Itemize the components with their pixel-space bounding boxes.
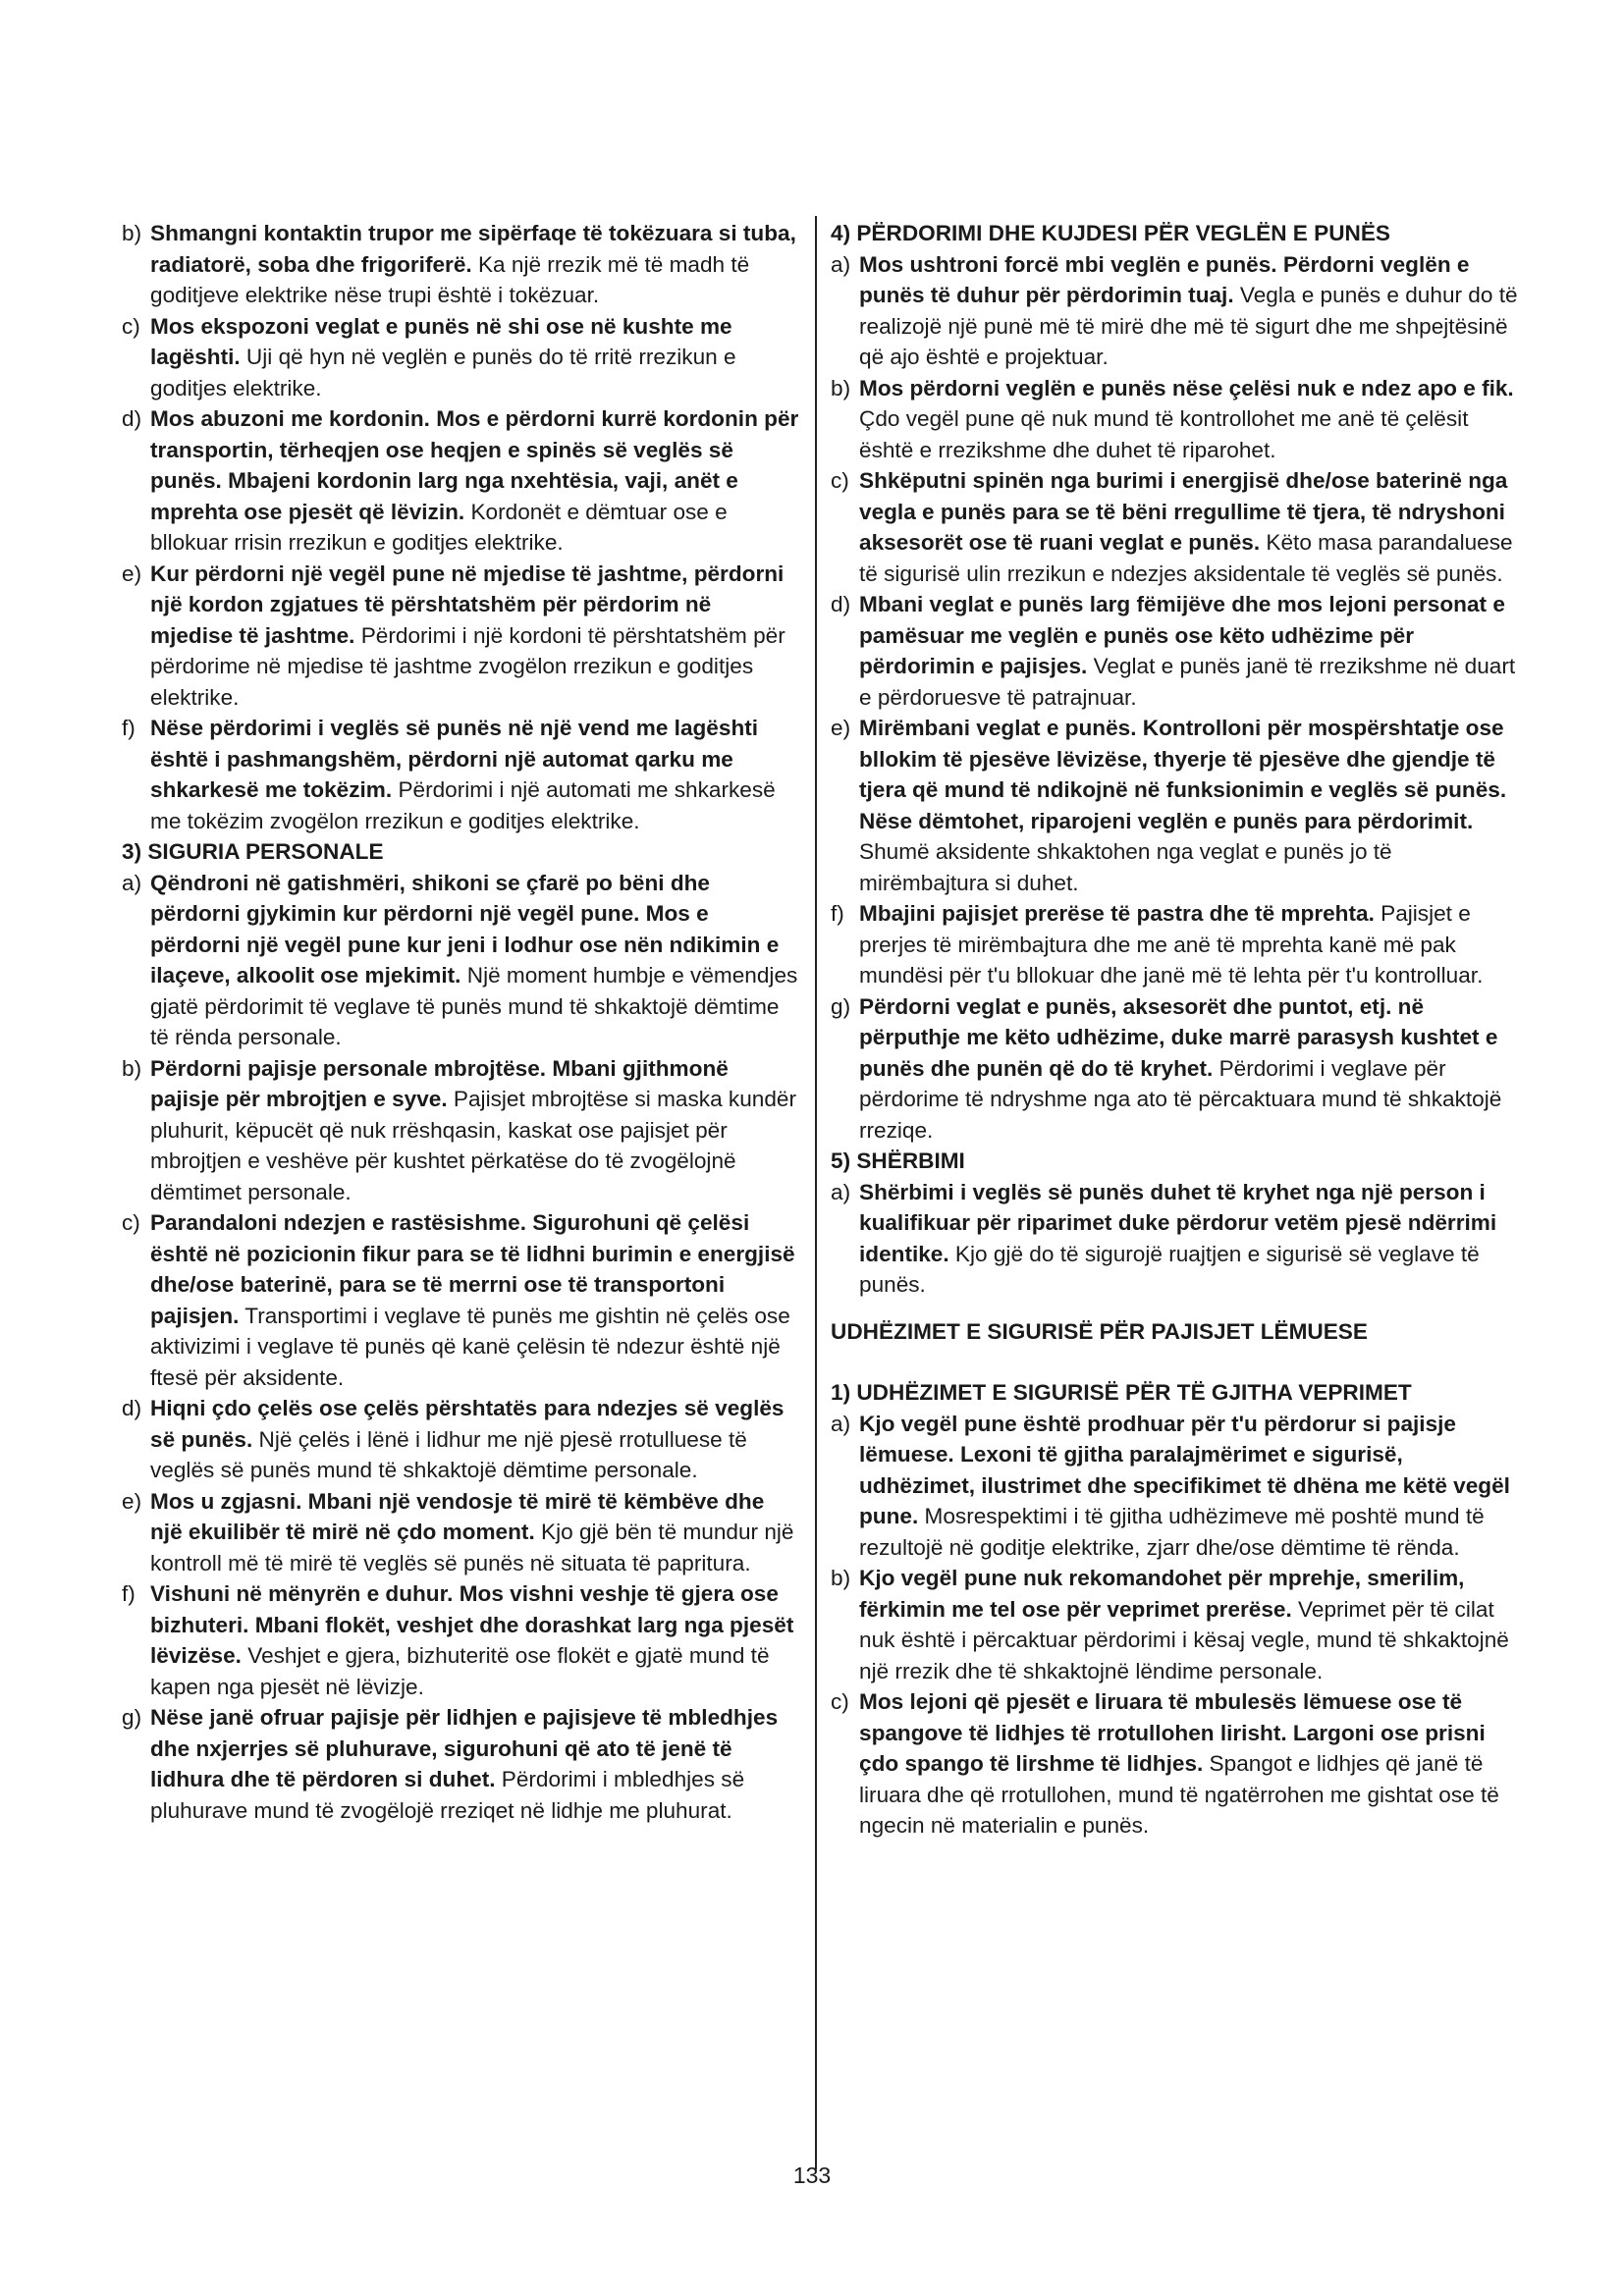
list-marker: c) xyxy=(831,468,849,493)
section-heading: 5) SHËRBIMI xyxy=(831,1148,965,1173)
list-marker: a) xyxy=(831,1411,851,1436)
instruction-text: Përdorimi i mbledhjes së pluhurave mund të zvogëlojë rreziqet në lidhje me pluhurat. xyxy=(150,1767,745,1823)
instruction-text: Veprimet për të cilat nuk është i përcaktuar përdorimi i kësaj vegle, mund të shkaktojnë një rrezik dhe të shkaktojnë lëndime personale. xyxy=(859,1596,1509,1683)
instruction-bold: Parandaloni ndezjen e rastësishme. Sigurohuni që çelësi është në pozicionin fikur para se të lidhni burimin e energjisë dhe/ose baterinë, para se të merrni ose të transportoni pajisjen. xyxy=(150,1210,795,1328)
instruction-text: Uji që hyn në veglën e punës do të rritë rrezikun e goditjes elektrike. xyxy=(150,345,736,400)
section-heading: UDHËZIMET E SIGURISË PËR PAJISJET LËMUESE xyxy=(831,1318,1368,1344)
right-column xyxy=(831,218,1518,1842)
list-marker: f) xyxy=(122,716,135,740)
list-item xyxy=(831,373,1518,466)
instruction-text: Vegla e punës e duhur do të realizojë një punë më të mirë dhe më të sigurt dhe me shpejtësinë që ajo është e projektuar. xyxy=(859,283,1518,369)
column-divider xyxy=(815,216,817,2169)
instruction-bold: Nëse janë ofruar pajisje për lidhjen e pajisjeve të mbledhjes dhe nxjerrjes së pluhurave, sigurohuni që ato të jenë të lidhura dhe të përdoren si duhet. xyxy=(150,1705,779,1791)
instruction-text: Një moment humbje e vëmendjes gjatë përdorimit të veglave të punës mund të shkaktojë dëmtime të rënda personale. xyxy=(150,963,798,1049)
section-heading: 1) UDHËZIMET E SIGURISË PËR TË GJITHA VEPRIMET xyxy=(831,1380,1412,1405)
section-heading: 3) SIGURIA PERSONALE xyxy=(122,839,384,864)
list-marker: b) xyxy=(122,221,142,245)
list-marker: b) xyxy=(122,1055,142,1081)
instruction-bold: Kur përdorni një vegël pune në mjedise të jashtme, përdorni një kordon zgjatues të përshtatshëm për përdorim në mjedise të jashtme. xyxy=(150,561,785,648)
list-item xyxy=(831,898,1518,991)
list-item xyxy=(831,589,1518,713)
instruction-text: Përdorimi i veglave për përdorime të ndryshme nga ato të përcaktuara mund të shkaktojë rreziqe. xyxy=(859,1055,1502,1143)
list-marker: g) xyxy=(122,1705,142,1730)
instruction-bold: Shërbimi i veglës së punës duhet të kryhet nga një person i kualifikuar për riparimet duke përdorur vetëm pjesë ndërrimi identike. xyxy=(859,1179,1497,1266)
list-marker: d) xyxy=(831,592,851,616)
spacer xyxy=(831,1301,1518,1316)
instruction-bold: Mirëmbani veglat e punës. Kontrolloni për mospërshtatje ose bllokim të pjesëve lëvizëse, thyerje të pjesëve dhe gjendje të tjera që mund të ndikojnë në funksionimin e veglës së punës. Nëse dëmtohet, riparojeni veglën e punës para përdorimit. xyxy=(859,716,1507,833)
instruction-bold: Vishuni në mënyrën e duhur. Mos vishni veshje të gjera ose bizhuteri. Mbani flokët, veshjet dhe dorashkat larg nga pjesët lëvizëse. xyxy=(150,1581,794,1668)
list-marker: f) xyxy=(831,901,844,926)
instruction-bold: Mos u zgjasni. Mbani një vendosje të mirë të këmbëve dhe një ekuilibër të mirë në çdo moment. xyxy=(150,1488,765,1544)
list-marker: d) xyxy=(122,406,142,431)
list-item xyxy=(831,1686,1518,1842)
section-heading: 4) PËRDORIMI DHE KUJDESI PËR VEGLËN E PUNËS xyxy=(831,221,1390,245)
list-item xyxy=(122,403,799,559)
list-marker: b) xyxy=(831,375,851,400)
instruction-bold: Përdorni pajisje personale mbrojtëse. Mbani gjithmonë pajisje për mbrojtjen e syve. xyxy=(150,1055,729,1111)
instruction-bold: Qëndroni në gatishmëri, shikoni se çfarë po bëni dhe përdorni gjykimin kur përdorni një vegël pune. Mos e përdorni një vegël pune kur jeni i lodhur ose nën ndikimin e ilaçeve, alkoolit ose mjekimit. xyxy=(150,870,780,988)
spacer xyxy=(831,1347,1518,1377)
list-item xyxy=(831,991,1518,1147)
instruction-text: Çdo vegël pune që nuk mund të kontrollohet me anë të çelësit është e rrezikshme dhe duhet të riparohet. xyxy=(859,406,1469,462)
instruction-bold: Nëse përdorimi i veglës së punës në një vend me lagështi është i pashmangshëm, përdorni një automat qarku me shkarkesë me tokëzim. xyxy=(150,716,759,802)
list-item xyxy=(122,1053,799,1208)
instruction-bold: Kjo vegël pune nuk rekomandohet për mprehje, smerilim, fërkimin me tel ose për veprimet prerëse. xyxy=(859,1566,1465,1622)
list-marker: g) xyxy=(831,993,851,1019)
list-item xyxy=(122,1207,799,1393)
list-item xyxy=(831,713,1518,898)
list-item xyxy=(831,1563,1518,1686)
instruction-bold: Mos përdorni veglën e punës nëse çelësi nuk e ndez apo e fik. xyxy=(859,375,1514,400)
list-marker: b) xyxy=(831,1566,851,1590)
list-item xyxy=(122,1578,799,1702)
instruction-text: Veglat e punës janë të rrezikshme në duart e përdoruesve të patrajnuar. xyxy=(859,654,1516,710)
list-marker: d) xyxy=(122,1396,142,1420)
list-marker: c) xyxy=(122,1210,140,1235)
instruction-text: Spangot e lidhjes që janë të liruara dhe që rrotullohen, mund të ngatërrohen me gishtat ose të ngecin në materialin e punës. xyxy=(859,1751,1499,1838)
instruction-bold: Shmangni kontaktin trupor me sipërfaqe të tokëzuara si tuba, radiatorë, soba dhe frigoriferë. xyxy=(150,221,796,277)
instruction-bold: Shkëputni spinën nga burimi i energjisë dhe/ose baterinë nga vegla e punës para se të bëni rregullime të tjera, të ndryshoni aksesorët ose të ruani veglat e punës. xyxy=(859,468,1508,555)
instruction-text: Kordonët e dëmtuar ose e bllokuar rrisin rrezikun e goditjes elektrike. xyxy=(150,499,728,555)
instruction-text: Kjo gjë bën të mundur një kontroll më të mirë të veglës së punës në situata të papritura. xyxy=(150,1520,794,1575)
instruction-bold: Mos ushtroni forcë mbi veglën e punës. Përdorni veglën e punës të duhur për përdorimin tuaj. xyxy=(859,251,1470,307)
list-marker: f) xyxy=(122,1581,135,1606)
list-item xyxy=(122,311,799,404)
left-column xyxy=(122,218,799,1826)
list-item xyxy=(831,1409,1518,1564)
instruction-bold: Hiqni çdo çelës ose çelës përshtatës para ndezjes së veglës së punës. xyxy=(150,1396,785,1452)
list-marker: e) xyxy=(122,561,142,586)
list-item xyxy=(122,868,799,1053)
instruction-bold: Mos ekspozoni veglat e punës në shi ose në kushte me lagështi. xyxy=(150,313,732,369)
list-item xyxy=(831,465,1518,589)
instruction-text: Një çelës i lënë i lidhur me një pjesë rrotulluese të veglës së punës mund të shkaktojë dëmtime personale. xyxy=(150,1426,747,1482)
instruction-bold: Mbajini pajisjet prerëse të pastra dhe të mprehta. xyxy=(859,901,1375,926)
list-item xyxy=(831,1177,1518,1301)
instruction-bold: Mos abuzoni me kordonin. Mos e përdorni kurrë kordonin për transportin, tërheqjen ose heqjen e spinës së veglës së punës. Mbajeni kordonin larg nga nxehtësia, vaji, anët e mprehta ose pjesët që lëvizin. xyxy=(150,406,799,524)
instruction-text: Pajisjet mbrojtëse si maska kundër pluhurit, këpucët që nuk rrëshqasin, kaskat ose pajisjet për mbrojtjen e veshëve për kushtet përkatëse do të zvogëlojnë dëmtimet personale. xyxy=(150,1087,797,1204)
list-marker: e) xyxy=(122,1488,142,1514)
instruction-text: Përdorimi i një kordoni të përshtatshëm për përdorime në mjedise të jashtme zvogëlon rrezikun e goditjes elektrike. xyxy=(150,622,785,710)
instruction-bold: Mos lejoni që pjesët e liruara të mbulesës lëmuese ose të spangove të lidhjes të rrotullohen lirisht. Largoni ose prisni çdo spango të lirshme të lidhjes. xyxy=(859,1689,1486,1776)
instruction-text: Pajisjet e prerjes të mirëmbajtura dhe me anë të mprehta kanë më pak mundësi për t'u bllokuar dhe janë më të lehta për t'u kontrolluar. xyxy=(859,901,1484,988)
list-marker: c) xyxy=(831,1689,849,1714)
list-item xyxy=(122,1486,799,1579)
list-marker: a) xyxy=(831,1179,851,1204)
list-item xyxy=(122,1702,799,1826)
list-marker: e) xyxy=(831,716,851,740)
list-item xyxy=(122,1393,799,1486)
list-item xyxy=(122,559,799,714)
list-marker: c) xyxy=(122,313,140,339)
instruction-text: Kjo gjë do të sigurojë ruajtjen e sigurisë së veglave të punës. xyxy=(859,1241,1480,1297)
list-item xyxy=(122,713,799,836)
instruction-text: Veshjet e gjera, bizhuteritë ose flokët e gjatë mund të kapen nga pjesët në lëvizje. xyxy=(150,1643,770,1699)
instruction-bold: Mbani veglat e punës larg fëmijëve dhe mos lejoni personat e pamësuar me veglën e punës ose këto udhëzime për përdorimin e pajisjes. xyxy=(859,592,1505,678)
instruction-text: Mosrespektimi i të gjitha udhëzimeve më poshtë mund të rezultojë në goditje elektrike, zjarr dhe/ose dëmtime të rënda. xyxy=(859,1504,1485,1560)
instruction-text: Këto masa parandaluese të sigurisë ulin rrezikun e ndezjes aksidentale të veglës së punës. xyxy=(859,530,1513,586)
instruction-text: Ka një rrezik më të madh të goditjeve elektrike nëse trupi është i tokëzuar. xyxy=(150,251,750,307)
list-marker: a) xyxy=(122,870,142,895)
list-item xyxy=(122,218,799,311)
instruction-bold: Kjo vegël pune është prodhuar për t'u përdorur si pajisje lëmuese. Lexoni të gjitha paralajmërimet e sigurisë, udhëzimet, ilustrimet dhe specifikimet të dhëna me këtë vegël pune. xyxy=(859,1411,1510,1528)
instruction-text: Transportimi i veglave të punës me gishtin në çelës ose aktivizimi i veglave të punës që kanë çelësin të ndezur është një ftesë për aksidente. xyxy=(150,1303,790,1390)
instruction-text: Shumë aksidente shkaktohen nga veglat e punës jo të mirëmbajtura si duhet. xyxy=(859,839,1392,895)
instruction-bold: Përdorni veglat e punës, aksesorët dhe puntot, etj. në përputhje me këto udhëzime, duke marrë parasysh kushtet e punës dhe punën që do të kryhet. xyxy=(859,993,1498,1081)
page-number: 133 xyxy=(792,2163,832,2188)
list-item xyxy=(831,249,1518,373)
instruction-text: Përdorimi i një automati me shkarkesë me tokëzim zvogëlon rrezikun e goditjes elektrike. xyxy=(150,777,776,833)
list-marker: a) xyxy=(831,251,851,277)
